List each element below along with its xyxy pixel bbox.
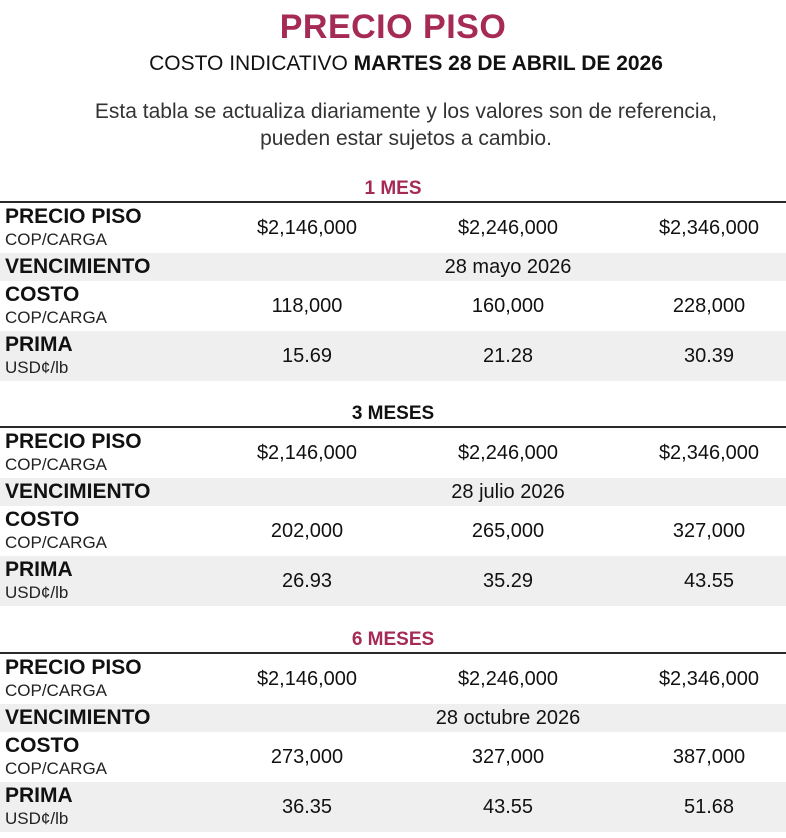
value-cell: 26.93 — [281, 570, 333, 592]
row-label: PRIMA — [5, 784, 73, 807]
row-unit: COP/CARGA — [5, 308, 108, 327]
section-3-meses — [0, 402, 786, 606]
value-cell: $2,246,000 — [457, 668, 559, 690]
row-label: PRIMA — [5, 558, 73, 581]
row-label: PRECIO PISO — [5, 430, 142, 453]
value-cell: 265,000 — [471, 520, 545, 542]
value-cell: 15.69 — [281, 345, 333, 367]
row-unit: COP/CARGA — [5, 759, 108, 778]
row-label: COSTO — [5, 508, 80, 531]
row-label: COSTO — [5, 283, 80, 306]
row-unit: USD¢/lb — [5, 358, 69, 377]
row-label: VENCIMIENTO — [5, 480, 151, 503]
value-cell: 36.35 — [281, 796, 333, 818]
value-cell: 43.55 — [482, 796, 534, 818]
value-cell: 160,000 — [471, 295, 545, 317]
value-cell: 327,000 — [672, 520, 746, 542]
value-cell: 43.55 — [683, 570, 735, 592]
value-cell: 202,000 — [270, 520, 344, 542]
vencimiento-date: 28 mayo 2026 — [444, 256, 572, 278]
vencimiento-date: 28 octubre 2026 — [435, 707, 581, 729]
value-cell: 51.68 — [683, 796, 735, 818]
value-cell: 21.28 — [482, 345, 534, 367]
value-cell: 30.39 — [683, 345, 735, 367]
row-precio-piso — [0, 428, 786, 478]
row-label: VENCIMIENTO — [5, 255, 151, 278]
value-cell: 228,000 — [672, 295, 746, 317]
value-cell: $2,146,000 — [256, 442, 358, 464]
row-label: PRIMA — [5, 333, 73, 356]
row-label: COSTO — [5, 734, 80, 757]
row-costo — [0, 732, 786, 782]
value-cell: 387,000 — [672, 746, 746, 768]
disclaimer-note — [0, 98, 786, 152]
value-cell: $2,146,000 — [256, 668, 358, 690]
section-1-mes — [0, 177, 786, 381]
row-prima — [0, 782, 786, 832]
subtitle-date: MARTES 28 DE ABRIL DE 2026 — [353, 52, 663, 75]
section-title: 3 MESES — [0, 402, 786, 428]
row-unit: USD¢/lb — [5, 583, 69, 602]
value-cell: $2,146,000 — [256, 217, 358, 239]
row-costo — [0, 281, 786, 331]
value-cell: $2,346,000 — [658, 668, 760, 690]
value-cell: $2,246,000 — [457, 442, 559, 464]
row-unit: COP/CARGA — [5, 681, 108, 700]
row-unit: COP/CARGA — [5, 230, 108, 249]
row-prima — [0, 331, 786, 381]
note-line-2: pueden estar sujetos a cambio. — [260, 127, 552, 150]
row-vencimiento — [0, 253, 786, 281]
section-6-meses — [0, 628, 786, 832]
vencimiento-date: 28 julio 2026 — [451, 481, 565, 503]
row-label: VENCIMIENTO — [5, 706, 151, 729]
note-line-1: Esta tabla se actualiza diariamente y los valores son de referencia, — [94, 100, 718, 123]
value-cell: $2,346,000 — [658, 217, 760, 239]
row-label: PRECIO PISO — [5, 656, 142, 679]
page-title: PRECIO PISO — [279, 8, 507, 46]
row-unit: USD¢/lb — [5, 809, 69, 828]
section-title: 1 MES — [0, 177, 786, 203]
value-cell: 327,000 — [471, 746, 545, 768]
row-vencimiento — [0, 478, 786, 506]
row-precio-piso — [0, 654, 786, 704]
row-costo — [0, 506, 786, 556]
row-unit: COP/CARGA — [5, 533, 108, 552]
section-title: 6 MESES — [0, 628, 786, 654]
value-cell: 35.29 — [482, 570, 534, 592]
page-subtitle — [0, 52, 786, 76]
row-label: PRECIO PISO — [5, 205, 142, 228]
subtitle-prefix: COSTO INDICATIVO — [149, 52, 354, 75]
value-cell: $2,246,000 — [457, 217, 559, 239]
row-precio-piso — [0, 203, 786, 253]
value-cell: 118,000 — [271, 295, 343, 317]
value-cell: $2,346,000 — [658, 442, 760, 464]
value-cell: 273,000 — [270, 746, 344, 768]
row-unit: COP/CARGA — [5, 455, 108, 474]
row-prima — [0, 556, 786, 606]
row-vencimiento — [0, 704, 786, 732]
